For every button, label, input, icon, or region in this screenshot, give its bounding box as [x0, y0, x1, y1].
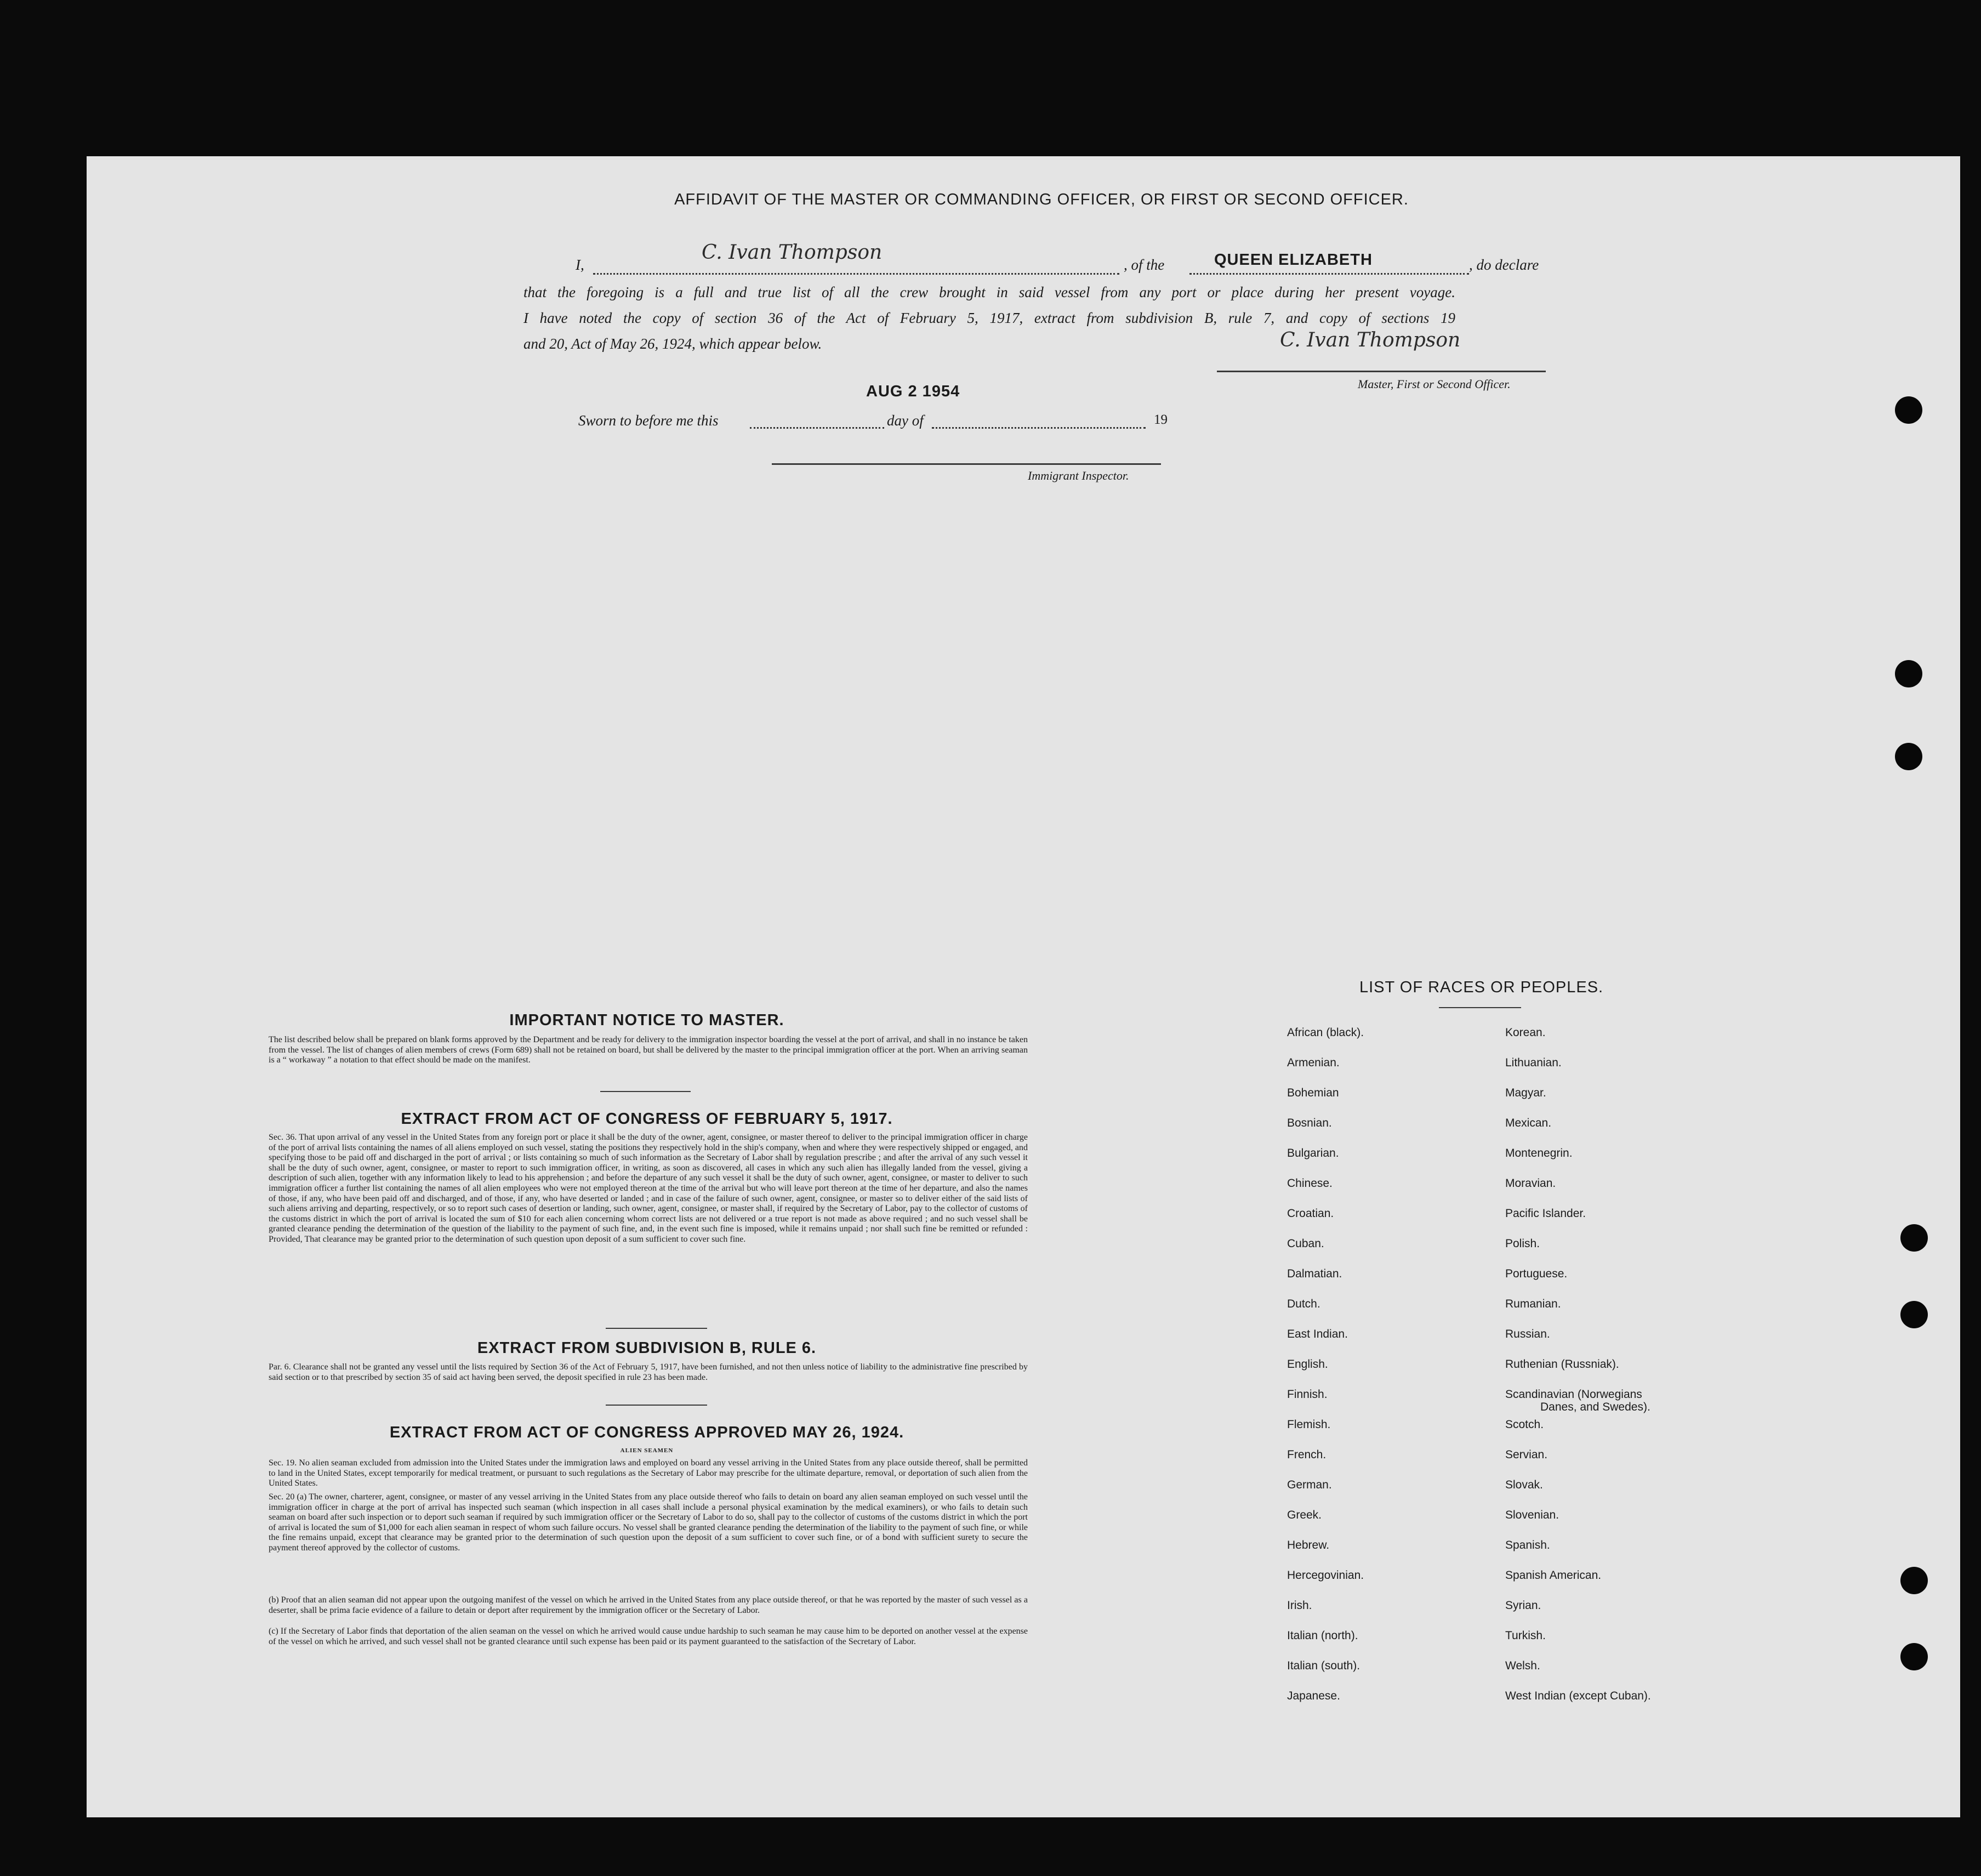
- race-item: Hercegovinian.: [1287, 1569, 1364, 1582]
- race-item: French.: [1287, 1448, 1327, 1461]
- race-item: Slovenian.: [1505, 1509, 1559, 1521]
- race-item: African (black).: [1287, 1026, 1364, 1039]
- race-item: Syrian.: [1505, 1599, 1541, 1612]
- race-item: Spanish.: [1505, 1539, 1550, 1551]
- affidavit-line-4: and 20, Act of May 26, 1924, which appear below.: [523, 336, 822, 352]
- affidavit-title: AFFIDAVIT OF THE MASTER OR COMMANDING OFFICER, OR FIRST OR SECOND OFFICER.: [674, 191, 1409, 208]
- race-item: Flemish.: [1287, 1418, 1331, 1431]
- bleed-through-text: [493, 247, 501, 276]
- rule-6-text: Par. 6. Clearance shall not be granted any vessel until the lists required by Section 36 of the Act of February 5, 1917, have been furnished, and not then unless notice of liability to the administrative fine prescribed by said section or to that prescribed by section 35 of said act having been served, the deposit specified in rule 23 has been made.: [269, 1362, 1028, 1382]
- race-item: Japanese.: [1287, 1690, 1340, 1702]
- act-1924-sec-20a: Sec. 20 (a) The owner, charterer, agent, consignee, or master of any vessel arriving in the United States from any place outside thereof who fails to detain on board any alien seaman employed on such vessel until the immigration officer in charge at the port of arrival has inspected such seaman (which inspection in all cases shall include a personal physical examination by the medical examiners), or who fails to detain such seaman on board after such inspection or to deport such seaman if required by such immigration officer or the Secretary of Labor to do so, shall pay to the collector of customs of the customs district in which the port of arrival is located the sum of $1,000 for each alien seaman in respect of whom such failure occurs. No vessel shall be granted clearance pending the determination of the liability to the payment of such fine, or while the fine remains unpaid, except that clearance may be granted prior to the determination of such question upon the deposit of a sum sufficient to cover such fine, or of a bond with sufficient surety to secure the payment thereof approved by the collector of customs.: [269, 1492, 1028, 1553]
- act-1917-title: EXTRACT FROM ACT OF CONGRESS OF FEBRUARY 5, 1917.: [401, 1110, 893, 1128]
- race-item: Rumanian.: [1505, 1298, 1561, 1310]
- race-item: West Indian (except Cuban).: [1505, 1690, 1651, 1702]
- race-item: English.: [1287, 1358, 1328, 1371]
- race-item: Irish.: [1287, 1599, 1312, 1612]
- race-item: Danes, and Swedes).: [1540, 1401, 1650, 1413]
- act-1924-title: EXTRACT FROM ACT OF CONGRESS APPROVED MAY 26, 1924.: [389, 1424, 904, 1441]
- vessel-name: QUEEN ELIZABETH: [1214, 251, 1373, 269]
- rule-6-title: EXTRACT FROM SUBDIVISION B, RULE 6.: [477, 1339, 817, 1357]
- race-item: Portuguese.: [1505, 1267, 1568, 1280]
- races-title: LIST OF RACES OR PEOPLES.: [1359, 979, 1604, 996]
- race-item: Greek.: [1287, 1509, 1322, 1521]
- race-item: Croatian.: [1287, 1207, 1334, 1220]
- race-item: Moravian.: [1505, 1177, 1556, 1190]
- inspector-line: [772, 463, 1161, 465]
- punch-hole: [1895, 396, 1922, 424]
- date-stamp: AUG 2 1954: [866, 383, 960, 400]
- day-of-label: day of: [887, 412, 924, 429]
- affidavit-line-3: I have noted the copy of section 36 of the Act of February 5, 1917, extract from subdivision B, rule 7, and copy of sections 19: [523, 310, 1455, 326]
- race-item: Cuban.: [1287, 1237, 1324, 1250]
- affidavit-of-the-label: , of the: [1124, 257, 1165, 273]
- punch-hole: [1900, 1224, 1928, 1252]
- act-1924-sec-19: Sec. 19. No alien seaman excluded from admission into the United States under the immigration laws and employed on board any vessel arriving in the United States from any place outside thereof, shall be permitted to land in the United States, except temporarily for medical treatment, or pursuant to such regulations as the Secretary of Labor may prescribe for the ultimate departure, removal, or deportation of such alien from the United States.: [269, 1458, 1028, 1488]
- race-item: Magyar.: [1505, 1087, 1546, 1099]
- race-item: Scandinavian (Norwegians: [1505, 1388, 1642, 1401]
- punch-hole: [1900, 1567, 1928, 1594]
- race-item: Chinese.: [1287, 1177, 1333, 1190]
- divider: [606, 1328, 707, 1329]
- punch-hole: [1900, 1643, 1928, 1670]
- sworn-day-line: [750, 413, 884, 429]
- race-item: Turkish.: [1505, 1629, 1546, 1642]
- race-item: Pacific Islander.: [1505, 1207, 1586, 1220]
- race-item: Finnish.: [1287, 1388, 1328, 1401]
- race-item: Korean.: [1505, 1026, 1546, 1039]
- race-item: Scotch.: [1505, 1418, 1544, 1431]
- punch-hole: [1895, 660, 1922, 687]
- race-item: Mexican.: [1505, 1117, 1552, 1129]
- race-item: German.: [1287, 1479, 1332, 1491]
- race-item: Montenegrin.: [1505, 1147, 1573, 1159]
- act-1924-sec-20c: (c) If the Secretary of Labor finds that deportation of the alien seaman on the vessel on which he arrived would cause undue hardship to such seaman he may cause him to be deported on another vessel at the expense of the vessel on which he arrived, and such vessel shall not be granted clearance until such expense has been paid or its payment guaranteed to the satisfaction of the Secretary of Labor.: [269, 1627, 1028, 1646]
- act-1924-subtitle: ALIEN SEAMEN: [620, 1447, 674, 1454]
- punch-hole: [1895, 743, 1922, 770]
- race-item: Bohemian: [1287, 1087, 1339, 1099]
- signature-line: [1217, 371, 1546, 372]
- master-label: Master, First or Second Officer.: [1358, 377, 1511, 391]
- act-1917-text: Sec. 36. That upon arrival of any vessel in the United States from any foreign port or place it shall be the duty of the owner, agent, consignee, or master thereof to deliver to the principal immigration officer in charge of the port of arrival lists containing the names of all aliens employed on such vessel, stating the positions they respectively hold in the ship's company, when and where they were respectively shipped or engaged, and specifying those to be paid off and discharged in the port of arrival ; or lists containing so much of such information as the Secretary of Labor shall by regulation prescribe ; and after the arrival of any such vessel it shall be the duty of such owner, agent, consignee, or master to report to such immigration officer, in writing, as soon as discovered, all cases in which any such alien has illegally landed from the vessel, giving a description of such alien, together with any information likely to lead to his apprehension ; and before the departure of any such vessel it shall be the duty of such owner, agent, consignee, or master to deliver to such immigration officer a further list containing the names of all alien employees who were not employed thereon at the time of the arrival but who will leave port thereon at the time of her departure, and also the names of those, if any, who have been paid off and discharged, and of those, if any, who have deserted or landed ; and in case of the failure of such owner, agent, consignee, or master so to deliver either of the said lists of such aliens arriving and departing, respectively, or so to report such cases of desertion or landing, such owner, agent, consignee, or master shall, if required by the Secretary of Labor, pay to the collector of customs of the customs district in which the port of arrival is located the sum of $10 for each alien concerning whom correct lists are not delivered or a true report is not made as above required ; and no such vessel shall be granted clearance pending the determination of the question of the liability to the payment of such fine, and, in the event such fine is imposed, while it remains unpaid ; nor shall such fine be remitted or refunded : Provided, That clearance may be granted prior to the determination of such question upon deposit of a sum sufficient to cover such fine.: [269, 1133, 1028, 1244]
- race-item: Italian (south).: [1287, 1659, 1360, 1672]
- race-item: Dutch.: [1287, 1298, 1320, 1310]
- sworn-label: Sworn to before me this: [578, 412, 719, 429]
- act-1924-sec-20b: (b) Proof that an alien seaman did not appear upon the outgoing manifest of the vessel on which he arrived in the United States from any place outside thereof, or that he was reported by the master of such vessel as a deserter, shall be prima facie evidence of a failure to detain or deport after requirement by the immigration officer or the Secretary of Labor.: [269, 1595, 1028, 1615]
- inspector-label: Immigrant Inspector.: [1028, 469, 1129, 482]
- affidavit-i-label: I,: [576, 257, 584, 273]
- year-label: 19: [1154, 412, 1168, 427]
- affidavit-line-2: that the foregoing is a full and true list of all the crew brought in said vessel from any port or place during her present voyage.: [523, 284, 1455, 300]
- race-item: Servian.: [1505, 1448, 1548, 1461]
- race-item: Bulgarian.: [1287, 1147, 1339, 1159]
- divider: [606, 1405, 707, 1406]
- affidavit-signer-handwritten: C. Ivan Thompson: [702, 241, 883, 264]
- race-item: Lithuanian.: [1505, 1056, 1562, 1069]
- race-item: Hebrew.: [1287, 1539, 1330, 1551]
- master-signature-handwritten: C. Ivan Thompson: [1280, 329, 1461, 351]
- race-item: Bosnian.: [1287, 1117, 1332, 1129]
- race-item: Ruthenian (Russniak).: [1505, 1358, 1619, 1371]
- document-page: [87, 156, 1960, 1817]
- divider: [600, 1091, 691, 1092]
- races-title-underline: [1439, 1007, 1521, 1008]
- race-item: Slovak.: [1505, 1479, 1543, 1491]
- race-item: Welsh.: [1505, 1659, 1540, 1672]
- race-item: Armenian.: [1287, 1056, 1340, 1069]
- affidavit-do-declare-label: , do declare: [1469, 257, 1539, 273]
- notice-text: The list described below shall be prepared on blank forms approved by the Department and be ready for delivery to the immigration inspector boarding the vessel at the port of arrival, and shall in no instance be taken from the vessel. The list of changes of alien members of crews (Form 689) shall not be retained on board, but shall be delivered by the master to the principal immigration officer at the port. When an arriving seaman is a “ workaway ” a notation to that effect should be made on the manifest.: [269, 1035, 1028, 1065]
- race-item: Polish.: [1505, 1237, 1540, 1250]
- notice-title: IMPORTANT NOTICE TO MASTER.: [509, 1011, 784, 1029]
- race-item: East Indian.: [1287, 1328, 1348, 1340]
- race-item: Spanish American.: [1505, 1569, 1602, 1582]
- race-item: Italian (north).: [1287, 1629, 1358, 1642]
- race-item: Russian.: [1505, 1328, 1550, 1340]
- punch-hole: [1900, 1301, 1928, 1328]
- race-item: Dalmatian.: [1287, 1267, 1342, 1280]
- sworn-month-line: [932, 413, 1146, 429]
